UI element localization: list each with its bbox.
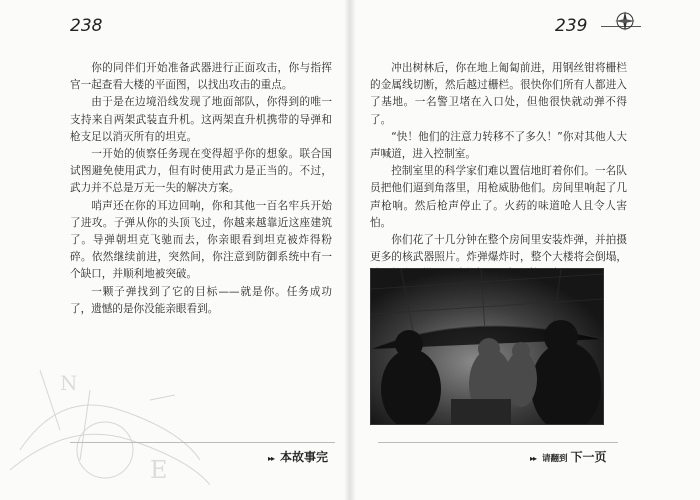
- right-paragraph-1: 冲出树林后，你在地上匍匐前进，用钢丝钳将栅栏的金属线切断，然后越过栅栏。很快你们所有人都进入了基地。一名警卫堵在入口处，但他很快就动弹不得了。: [370, 62, 627, 126]
- left-page-text: [70, 60, 332, 318]
- next-page-text: 下一页: [570, 450, 607, 464]
- next-arrows-icon: ▸▸: [530, 454, 537, 463]
- left-paragraph-4: 哨声还在你的耳边回响，你和其他一百名牢兵开始了进攻。子弹从你的头顶飞过，你越来越靠近这座建筑了。导弹朝坦克飞驰而去，你亲眼看到坦克被炸得粉碎。依然继续前进，突然间，你注意到防御系统中有一个缺口，并顺利地被突破。: [70, 199, 332, 281]
- end-arrows-icon: ▸▸: [268, 454, 275, 463]
- left-bottom-rule: [70, 442, 335, 443]
- svg-text:E: E: [150, 456, 168, 484]
- right-bottom-rule: [378, 442, 618, 443]
- left-paragraph-5: 一颗子弹找到了它的目标——就是你。任务成功了，遗憾的是你没能亲眼看到。: [70, 285, 332, 315]
- right-page-number: 239: [555, 16, 588, 36]
- svg-text:N: N: [60, 371, 78, 395]
- right-paragraph-4: 你们花了十几分钟在整个房间里安装炸弹，并拍摄更多的核武器照片。炸弹爆炸时，整个大楼将会倒塌，: [370, 234, 627, 264]
- compass-rose-icon: [614, 10, 636, 32]
- right-paragraph-2: “快！他们的注意力转移不了多久！”你对其他人大声喊道，进入控制室。: [370, 130, 627, 161]
- left-paragraph-1: 你的同伴们开始准备武器进行正面攻击，你与指挥官一起查看大楼的平面图，以找出攻击的重点。: [70, 62, 332, 92]
- left-paragraph-3: 一开始的侦察任务现在变得超乎你的想象。联合国试图避免使用武力，但有时使用武力是正当的。不过，武力并不总是万无一失的解决方案。: [70, 148, 332, 195]
- left-paragraph-2: 由于是在边境沿线发现了地面部队，你得到的唯一支持来自两架武装直升机。这两架直升机携带的导弹和枪支足以消灭所有的坦克。: [70, 96, 332, 143]
- turn-to-label: 请翻到: [542, 454, 568, 464]
- soldiers-illustration: [370, 268, 604, 425]
- compass-sketch-decoration: [0, 300, 220, 500]
- right-paragraph-3: 控制室里的科学家们难以置信地盯着你们。一名队员把他们逼到角落里，用枪威胁他们。房间里响起了几声枪响。然后枪声停止了。火药的味道呛人且令人害怕。: [370, 165, 627, 229]
- story-end-label: [268, 448, 328, 465]
- book-gutter: [344, 0, 356, 500]
- story-end-text: 本故事完: [280, 450, 329, 464]
- right-page-text: [370, 60, 627, 284]
- illustration-drawing: [371, 269, 603, 424]
- next-page-link[interactable]: [530, 448, 607, 465]
- left-page-number: 238: [70, 16, 103, 36]
